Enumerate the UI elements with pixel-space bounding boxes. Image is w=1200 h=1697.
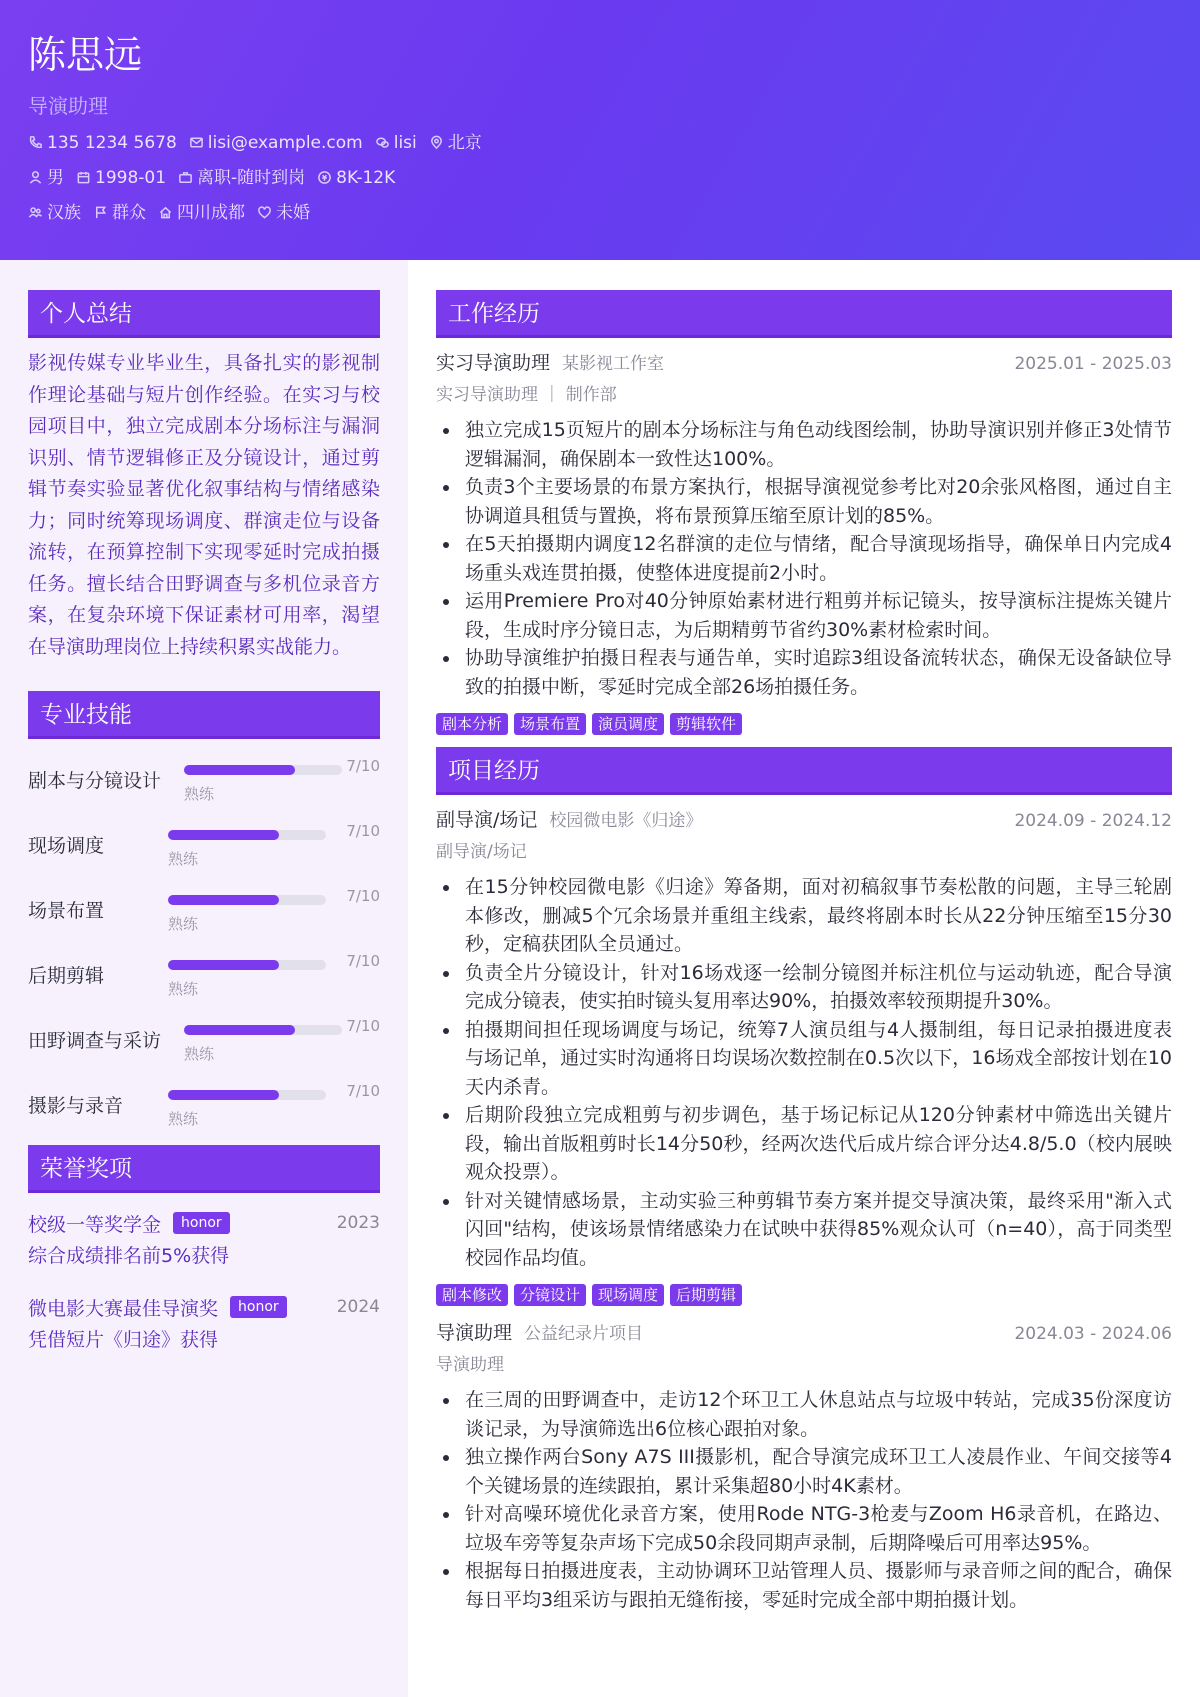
entry-role: 实习导演助理 bbox=[436, 352, 551, 374]
skill-bar-group bbox=[168, 954, 326, 999]
skill-tag: 分镜设计 bbox=[514, 1284, 586, 1306]
skill-bar-track bbox=[168, 895, 326, 905]
status-item bbox=[178, 166, 305, 190]
political-text: 群众 bbox=[112, 202, 146, 223]
skill-item bbox=[28, 751, 380, 816]
entry-org: 某影视工作室 bbox=[562, 354, 665, 374]
skill-level: 熟练 bbox=[168, 980, 199, 998]
skill-bar-fill bbox=[168, 960, 279, 970]
work-heading: 工作经历 bbox=[436, 290, 1172, 338]
marital-item bbox=[257, 201, 310, 225]
work-entry bbox=[436, 348, 1172, 735]
skill-bar-track bbox=[168, 830, 326, 840]
award-item bbox=[28, 1291, 380, 1355]
hometown-item bbox=[158, 201, 245, 225]
skill-score: 7/10 bbox=[346, 757, 380, 775]
entry-subtitle: 导演助理 bbox=[436, 1355, 504, 1375]
bullet-item: 负责全片分镜设计，针对16场戏逐一绘制分镜图并标注机位与运动轨迹，配合导演完成分镜表，使实拍时镜头复用率达90%，拍摄效率较预期提升30%。 bbox=[436, 959, 1172, 1016]
skills-heading: 专业技能 bbox=[28, 691, 380, 739]
ethnicity-text: 汉族 bbox=[47, 202, 81, 223]
project-entry bbox=[436, 805, 1172, 1306]
skill-name: 摄影与录音 bbox=[28, 1095, 124, 1117]
award-name: 微电影大赛最佳导演奖 bbox=[28, 1297, 219, 1320]
entry-subtitle: 实习导演助理 ｜ 制作部 bbox=[436, 385, 617, 405]
hometown-text: 四川成都 bbox=[177, 202, 245, 223]
skill-name: 剧本与分镜设计 bbox=[28, 770, 162, 792]
email-item[interactable] bbox=[189, 131, 363, 155]
status-text: 离职-随时到岗 bbox=[197, 167, 306, 188]
honor-badge: honor bbox=[173, 1212, 230, 1234]
entry-date: 2024.03 - 2024.06 bbox=[1014, 1324, 1172, 1344]
skill-bar-fill bbox=[168, 1090, 279, 1100]
bullet-item: 后期阶段独立完成粗剪与初步调色，基于场记标记从120分钟素材中筛选出关键片段，输出首版粗剪时长14分50秒，经两次迭代后成片综合评分达4.8/5.0（校内展映观众投票）。 bbox=[436, 1101, 1172, 1187]
skill-level: 熟练 bbox=[168, 850, 199, 868]
skill-level: 熟练 bbox=[168, 915, 199, 933]
bullet-item: 针对关键情感场景，主动实验三种剪辑节奏方案并提交导演决策，最终采用"渐入式闪回"结构，使该场景情绪感染力在试映中获得85%观众认可（n=40），高于同类型校园作品均值。 bbox=[436, 1187, 1172, 1273]
job-title: 导演助理 bbox=[28, 94, 108, 118]
resume-header bbox=[0, 0, 1200, 260]
skill-score: 7/10 bbox=[346, 1082, 380, 1100]
skill-name: 场景布置 bbox=[28, 900, 105, 922]
skill-item bbox=[28, 1011, 380, 1076]
contact-row bbox=[28, 130, 1172, 155]
bullet-item: 在5天拍摄期内调度12名群演的走位与情绪，配合导演现场指导，确保单日内完成4场重头戏连贯拍摄，使整体进度提前2小时。 bbox=[436, 530, 1172, 587]
bullet-item: 在三周的田野调查中，走访12个环卫工人休息站点与垃圾中转站，完成35份深度访谈记录，为导演筛选出6位核心跟拍对象。 bbox=[436, 1386, 1172, 1443]
location-item bbox=[429, 131, 482, 155]
skill-name: 现场调度 bbox=[28, 835, 105, 857]
marital-text: 未婚 bbox=[276, 202, 310, 223]
skill-tag: 后期剪辑 bbox=[670, 1284, 742, 1306]
skill-score: 7/10 bbox=[346, 1017, 380, 1035]
salary-icon bbox=[317, 170, 332, 185]
skill-bar-group bbox=[168, 1084, 326, 1129]
political-item bbox=[93, 201, 146, 225]
location-icon bbox=[429, 135, 444, 150]
skill-bar-track bbox=[184, 1025, 342, 1035]
wechat-text: lisi bbox=[393, 132, 417, 153]
candidate-name: 陈思远 bbox=[28, 33, 143, 77]
skills-list bbox=[28, 751, 380, 1141]
flag-icon bbox=[93, 205, 108, 220]
heart-icon bbox=[257, 205, 272, 220]
skill-item bbox=[28, 946, 380, 1011]
skill-level: 熟练 bbox=[184, 785, 215, 803]
location-text: 北京 bbox=[447, 132, 482, 153]
skill-bar-fill bbox=[168, 895, 279, 905]
skill-bar-track bbox=[168, 1090, 326, 1100]
bullet-item: 独立操作两台Sony A7S III摄影机，配合导演完成环卫工人凌晨作业、午间交接等4个关键场景的连续跟拍，累计采集超80小时4K素材。 bbox=[436, 1443, 1172, 1500]
entry-subtitle: 副导演/场记 bbox=[436, 842, 527, 862]
salary-item bbox=[317, 166, 395, 190]
skill-tag: 演员调度 bbox=[592, 713, 664, 735]
tag-list bbox=[436, 713, 1172, 735]
skill-bar-track bbox=[168, 960, 326, 970]
skill-level: 熟练 bbox=[168, 1110, 199, 1128]
projects-heading: 项目经历 bbox=[436, 747, 1172, 795]
skill-tag: 剧本修改 bbox=[436, 1284, 508, 1306]
skill-bar-group bbox=[168, 889, 326, 934]
award-desc: 综合成绩排名前5%获得 bbox=[28, 1245, 230, 1267]
bullet-item: 针对高噪环境优化录音方案，使用Rode NTG-3枪麦与Zoom H6录音机，在路边、垃圾车旁等复杂声场下完成50余段同期声录制，后期降噪后可用率达95%。 bbox=[436, 1500, 1172, 1557]
ethnicity-item bbox=[28, 201, 81, 225]
bullet-list bbox=[436, 1386, 1172, 1614]
tag-list bbox=[436, 1284, 1172, 1306]
briefcase-icon bbox=[178, 170, 193, 185]
phone-icon bbox=[28, 135, 43, 150]
gender-text: 男 bbox=[47, 167, 64, 188]
birth-item bbox=[76, 166, 166, 190]
award-name-wrap bbox=[28, 1294, 287, 1321]
bullet-item: 负责3个主要场景的布景方案执行，根据导演视觉参考比对20余张风格图，通过自主协调道具租赁与置换，将布景预算压缩至原计划的85%。 bbox=[436, 473, 1172, 530]
skill-bar-fill bbox=[184, 1025, 295, 1035]
wechat-icon bbox=[375, 135, 390, 150]
skill-score: 7/10 bbox=[346, 887, 380, 905]
award-desc: 凭借短片《归途》获得 bbox=[28, 1329, 219, 1351]
calendar-icon bbox=[76, 170, 91, 185]
bullet-item: 协助导演维护拍摄日程表与通告单，实时追踪3组设备流转状态，确保无设备缺位导致的拍摄中断，零延时完成全部26场拍摄任务。 bbox=[436, 644, 1172, 701]
skill-tag: 剪辑软件 bbox=[670, 713, 742, 735]
sidebar bbox=[0, 260, 408, 1697]
entry-date: 2024.09 - 2024.12 bbox=[1014, 811, 1172, 831]
skill-bar-fill bbox=[168, 830, 279, 840]
birth-text: 1998-01 bbox=[95, 167, 167, 188]
project-entry bbox=[436, 1318, 1172, 1614]
person-icon bbox=[28, 170, 43, 185]
award-name: 校级一等奖学金 bbox=[28, 1213, 162, 1236]
summary-heading: 个人总结 bbox=[28, 290, 380, 338]
entry-role: 副导演/场记 bbox=[436, 809, 538, 831]
entry-date: 2025.01 - 2025.03 bbox=[1014, 354, 1172, 374]
main-content bbox=[408, 260, 1200, 1697]
skill-score: 7/10 bbox=[346, 952, 380, 970]
skill-bar-group bbox=[168, 824, 326, 869]
skill-score: 7/10 bbox=[346, 822, 380, 840]
award-name-wrap bbox=[28, 1210, 230, 1237]
skill-tag: 现场调度 bbox=[592, 1284, 664, 1306]
award-year: 2023 bbox=[336, 1213, 380, 1233]
bullet-list bbox=[436, 873, 1172, 1272]
skill-item bbox=[28, 816, 380, 881]
summary-text: 影视传媒专业毕业生，具备扎实的影视制作理论基础与短片创作经验。在实习与校园项目中，独立完成剧本分场标注与漏洞识别、情节逻辑修正及分镜设计，通过剪辑节奏实验显著优化叙事结构与情绪感染力；同时统筹现场调度、群演走位与设备流转，在预算控制下实现零延时完成拍摄任务。擅长结合田野调查与多机位录音方案，在复杂环境下保证素材可用率，渴望在导演助理岗位上持续积累实战能力。 bbox=[28, 352, 380, 658]
skill-name: 田野调查与采访 bbox=[28, 1030, 162, 1052]
gender-item bbox=[28, 166, 64, 190]
bullet-item: 根据每日拍摄进度表，主动协调环卫站管理人员、摄影师与录音师之间的配合，确保每日平均3组采访与跟拍无缝衔接，零延时完成全部中期拍摄计划。 bbox=[436, 1557, 1172, 1614]
ethnicity-icon bbox=[28, 205, 43, 220]
entry-org: 公益纪录片项目 bbox=[524, 1324, 644, 1344]
salary-text: 8K-12K bbox=[336, 167, 396, 188]
wechat-item[interactable] bbox=[375, 131, 417, 155]
skill-name: 后期剪辑 bbox=[28, 965, 105, 987]
skill-bar-fill bbox=[184, 765, 295, 775]
email-text: lisi@example.com bbox=[207, 132, 363, 153]
mail-icon bbox=[189, 135, 204, 150]
skill-item bbox=[28, 1076, 380, 1141]
entry-org: 校园微电影《归途》 bbox=[549, 811, 703, 831]
award-year: 2024 bbox=[336, 1297, 380, 1317]
honor-badge: honor bbox=[230, 1296, 287, 1318]
skill-bar-group bbox=[184, 759, 342, 804]
bullet-item: 拍摄期间担任现场调度与场记，统筹7人演员组与4人摄制组，每日记录拍摄进度表与场记单，通过实时沟通将日均误场次数控制在0.5次以下，16场戏全部按计划在10天内杀青。 bbox=[436, 1016, 1172, 1102]
bullet-item: 运用Premiere Pro对40分钟原始素材进行粗剪并标记镜头，按导演标注提炼关键片段，生成时序分镜日志，为后期精剪节省约30%素材检索时间。 bbox=[436, 587, 1172, 644]
bullet-item: 在15分钟校园微电影《归途》筹备期，面对初稿叙事节奏松散的问题，主导三轮剧本修改，删减5个冗余场景并重组主线索，最终将剧本时长从22分钟压缩至15分30秒，定稿获团队全员通过。 bbox=[436, 873, 1172, 959]
home-icon bbox=[158, 205, 173, 220]
skill-bar-group bbox=[184, 1019, 342, 1064]
phone-item[interactable] bbox=[28, 131, 177, 155]
entry-role: 导演助理 bbox=[436, 1322, 513, 1344]
background-row bbox=[28, 200, 1172, 225]
skill-tag: 场景布置 bbox=[514, 713, 586, 735]
skill-tag: 剧本分析 bbox=[436, 713, 508, 735]
personal-row bbox=[28, 165, 1172, 190]
bullet-item: 独立完成15页短片的剧本分场标注与角色动线图绘制，协助导演识别并修正3处情节逻辑漏洞，确保剧本一致性达100%。 bbox=[436, 416, 1172, 473]
phone-text: 135 1234 5678 bbox=[47, 132, 177, 153]
awards-heading: 荣誉奖项 bbox=[28, 1145, 380, 1193]
skill-level: 熟练 bbox=[184, 1045, 215, 1063]
bullet-list bbox=[436, 416, 1172, 701]
skill-bar-track bbox=[184, 765, 342, 775]
skill-item bbox=[28, 881, 380, 946]
award-item bbox=[28, 1207, 380, 1271]
